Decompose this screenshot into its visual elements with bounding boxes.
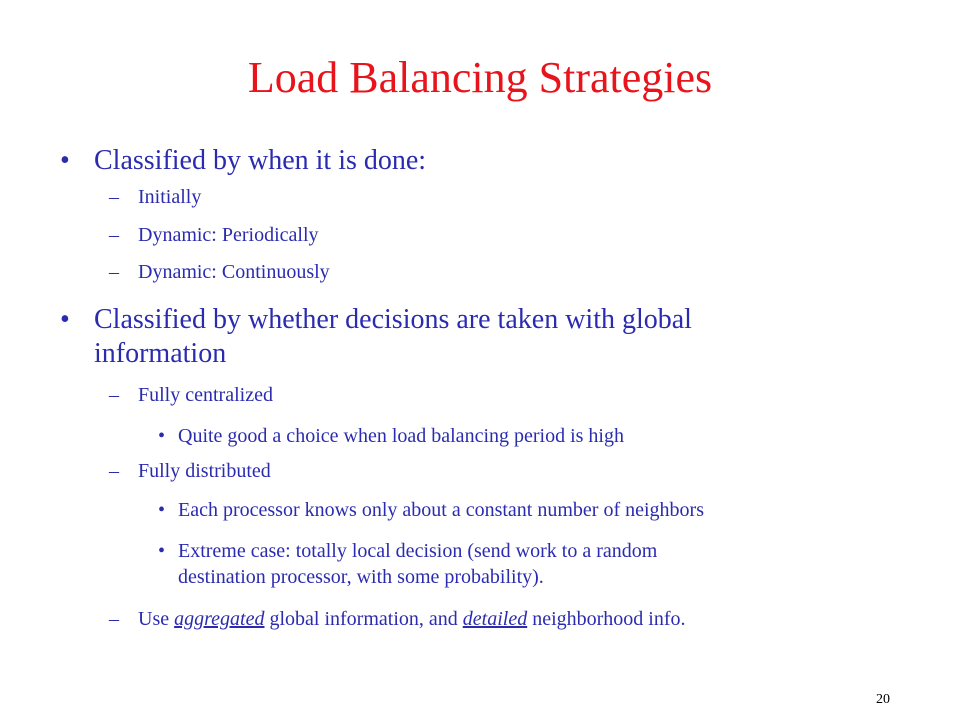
sub-bullet-initially — [109, 184, 202, 210]
bullet-text: Classified by when it is done: — [94, 145, 427, 176]
emphasis-detailed: detailed — [462, 608, 528, 630]
detail-text: Quite good a choice when load balancing period is high — [178, 425, 624, 447]
dash-marker: – — [109, 608, 119, 630]
bullet-text-line2: information — [94, 338, 227, 369]
page-number: 20 — [876, 692, 890, 707]
sub-bullet-aggregated — [109, 606, 686, 632]
bullet-marker: • — [60, 145, 70, 176]
sub-bullet-text: Dynamic: Periodically — [138, 224, 319, 246]
sub-bullet-centralized — [109, 382, 273, 408]
dash-marker: – — [109, 186, 119, 208]
sub-bullet-distributed — [109, 458, 271, 484]
text-prefix: Use — [138, 608, 175, 630]
detail-neighbors — [158, 497, 704, 523]
sub-bullet-text: Dynamic: Continuously — [138, 261, 330, 283]
text-middle: global information, and — [264, 608, 463, 630]
dash-marker: – — [109, 261, 119, 283]
detail-text-line1: Extreme case: totally local decision (send work to a random — [178, 540, 658, 562]
slide-title: Load Balancing Strategies — [247, 53, 713, 102]
emphasis-aggregated: aggregated — [174, 608, 265, 630]
sub-bullet-text: Fully centralized — [138, 384, 273, 406]
bullet-marker: • — [158, 540, 166, 562]
sub-bullet-periodically — [109, 222, 319, 248]
sub-bullet-continuously — [109, 259, 330, 285]
dash-marker: – — [109, 460, 119, 482]
sub-bullet-text: Initially — [138, 186, 202, 208]
bullet-marker: • — [158, 499, 166, 521]
detail-text: Each processor knows only about a constant number of neighbors — [178, 499, 704, 521]
bullet-marker: • — [158, 425, 166, 447]
detail-extreme-case — [158, 538, 658, 590]
bullet-when-done — [60, 144, 427, 178]
bullet-global-info — [60, 303, 692, 371]
detail-text-line2: destination processor, with some probability). — [178, 566, 544, 588]
dash-marker: – — [109, 224, 119, 246]
dash-marker: – — [109, 384, 119, 406]
sub-bullet-text: Fully distributed — [138, 460, 271, 482]
bullet-text-line1: Classified by whether decisions are taken with global — [94, 304, 692, 335]
text-suffix: neighborhood info. — [527, 608, 686, 630]
detail-centralized — [158, 423, 624, 449]
bullet-marker: • — [60, 304, 70, 335]
